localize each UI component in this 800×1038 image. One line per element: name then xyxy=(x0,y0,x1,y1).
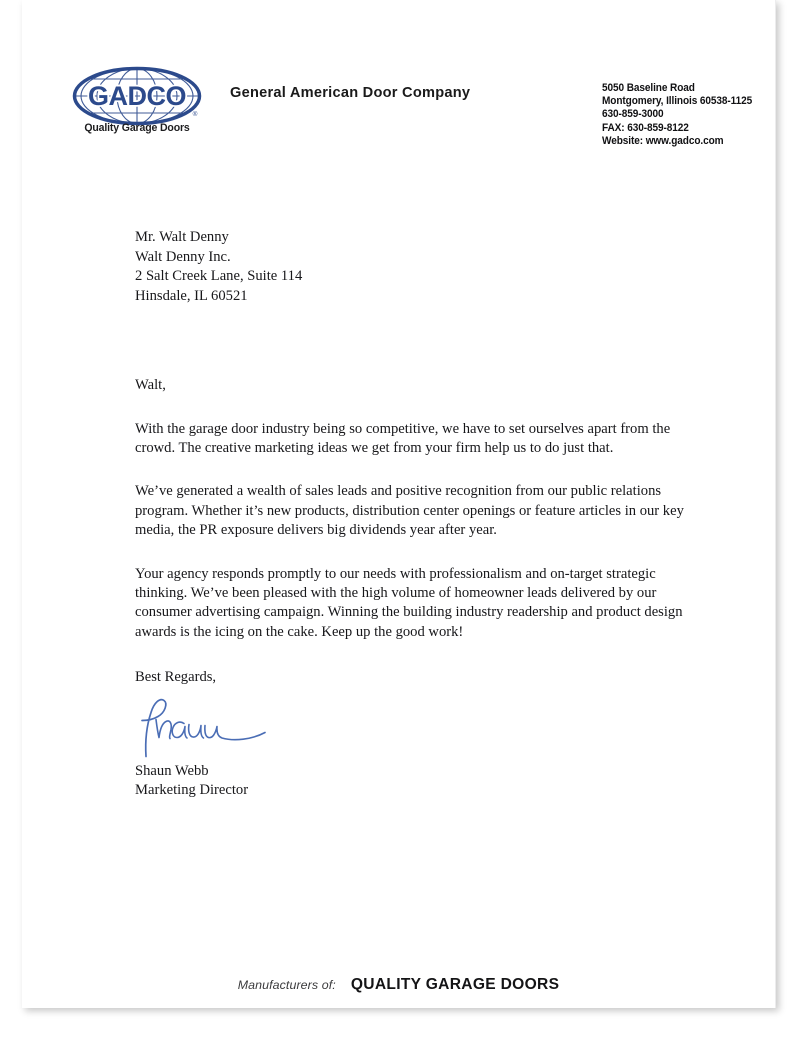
body-paragraph: We’ve generated a wealth of sales leads and positive recognition from our public relations program. Whether it’s new products, distribution center openings or feature articles in our key media, the PR exposure delivers big dividends year after year. xyxy=(135,483,684,539)
gadco-globe-logo-icon xyxy=(72,66,202,126)
contact-info-block xyxy=(602,82,760,148)
contact-phone: 630-859-3000 xyxy=(602,108,664,121)
recipient-city-state-zip: Hinsdale, IL 60521 xyxy=(135,287,248,304)
letterhead xyxy=(22,0,775,170)
closing-salutation: Best Regards, xyxy=(135,669,217,686)
company-name: General American Door Company xyxy=(230,85,471,101)
contact-city-state-zip: Montgomery, Illinois 60538-1125 xyxy=(602,95,753,108)
body-paragraph: With the garage door industry being so competitive, we have to set ourselves apart from the crowd. The creative marketing ideas we get from your firm help us to do just that. xyxy=(135,420,671,456)
logo-tagline: Quality Garage Doors xyxy=(84,122,190,134)
handwritten-signature-icon xyxy=(134,692,284,758)
signer-title: Marketing Director xyxy=(135,782,249,799)
footer-product-name: QUALITY GARAGE DOORS xyxy=(350,976,560,993)
body-paragraph: Your agency responds promptly to our needs with professionalism and on-target strategic thinking. We’ve been pleased with the high volume of homeowner leads delivered by our consumer advertising campaign. Winning the building industry readership and product design awards is the icing on the cake. Keep up the good work! xyxy=(135,565,683,640)
letter-content xyxy=(135,228,705,801)
contact-street: 5050 Baseline Road xyxy=(602,82,695,94)
signer-name: Shaun Webb xyxy=(135,762,209,779)
logo-wordmark-text: GADCO xyxy=(88,81,186,111)
recipient-name: Mr. Walt Denny xyxy=(135,229,229,245)
signature-area xyxy=(135,690,705,762)
recipient-address-block xyxy=(135,228,705,306)
contact-website: Website: www.gadco.com xyxy=(602,134,724,147)
salutation: Walt, xyxy=(135,377,166,393)
recipient-company: Walt Denny Inc. xyxy=(135,248,231,265)
recipient-street: 2 Salt Creek Lane, Suite 114 xyxy=(135,268,303,284)
registered-trademark-icon: ® xyxy=(192,111,198,118)
company-logo xyxy=(72,66,202,148)
signer-block xyxy=(135,762,705,801)
contact-fax: FAX: 630-859-8122 xyxy=(602,121,689,134)
page-footer xyxy=(22,976,775,994)
footer-prefix: Manufacturers of: xyxy=(237,978,336,992)
letter-page xyxy=(22,0,776,1008)
